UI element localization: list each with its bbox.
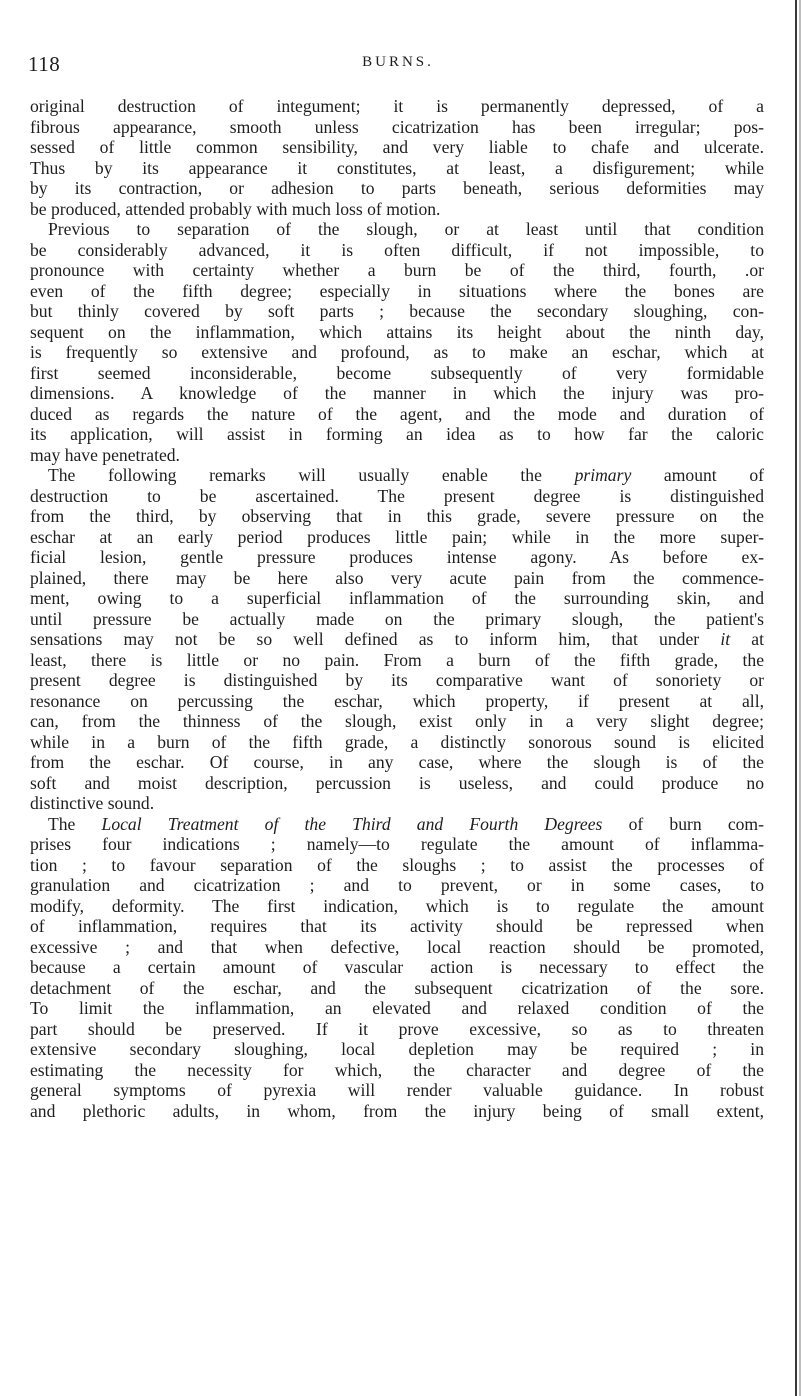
text-line: from the third, by observing that in this grade, severe pressure on the bbox=[30, 506, 764, 526]
text-line: estimating the necessity for which, the character and degree of the bbox=[30, 1059, 764, 1080]
text-line: its application, will assist in forming an idea as to how far the caloric bbox=[30, 424, 764, 444]
text-line: fibrous appearance, smooth unless cicatrization has been irregular; pos- bbox=[30, 116, 764, 137]
text-line: pronounce with certainty whether a burn be of the third, fourth, .or bbox=[30, 260, 764, 280]
text-line: sequent on the inflammation, which attains its height about the ninth day, bbox=[30, 321, 764, 342]
page-edge-line bbox=[795, 0, 797, 1396]
text-line: modify, deformity. The first indication, which is to regulate the amount bbox=[30, 895, 764, 916]
text-line: may have penetrated. bbox=[30, 444, 180, 465]
text-line: granulation and cicatrization ; and to prevent, or in some cases, to bbox=[30, 875, 764, 895]
text-line: dimensions. A knowledge of the manner in which the injury was pro- bbox=[30, 383, 764, 403]
text-line: until pressure be actually made on the primary slough, the patient's bbox=[30, 608, 764, 629]
text-segment: The following remarks will usually enable the bbox=[48, 465, 575, 485]
italic-text: primary bbox=[574, 465, 632, 485]
text-line: sessed of little common sensibility, and very liable to chafe and ulcerate. bbox=[30, 137, 764, 157]
text-line: duced as regards the nature of the agent, and the mode and duration of bbox=[30, 403, 764, 424]
text-line: by its contraction, or adhesion to parts beneath, serious deformities may bbox=[30, 178, 764, 198]
text-line: first seemed inconsiderable, become subsequently of very formidable bbox=[30, 362, 764, 383]
text-segment: The bbox=[48, 813, 102, 834]
italic-text: it bbox=[720, 629, 731, 649]
text-line: can, from the thinness of the slough, exist only in a very slight degree; bbox=[30, 711, 764, 731]
text-line: To limit the inflammation, an elevated and relaxed condition of the bbox=[30, 998, 764, 1018]
text-line: plained, there may be here also very acute pain from the commence- bbox=[30, 567, 764, 588]
text-line: from the eschar. Of course, in any case, where the slough is of the bbox=[30, 752, 764, 772]
text-line: but thinly covered by soft parts ; because the secondary sloughing, con- bbox=[30, 301, 764, 321]
text-segment: of burn com- bbox=[602, 813, 764, 834]
text-line: be considerably advanced, it is often difficult, if not impossible, to bbox=[30, 239, 764, 260]
text-line: and plethoric adults, in whom, from the injury being of small extent, bbox=[30, 1100, 764, 1121]
text-line bbox=[30, 814, 764, 835]
text-line: distinctive sound. bbox=[30, 793, 155, 813]
text-line: resonance on percussing the eschar, which property, if present at all, bbox=[30, 690, 764, 711]
text-line bbox=[30, 629, 764, 650]
text-line: original destruction of integument; it is permanently depressed, of a bbox=[30, 96, 764, 116]
text-line: is frequently so extensive and profound, as to make an eschar, which at bbox=[30, 342, 764, 362]
text-line: destruction to be ascertained. The present degree is distinguished bbox=[30, 485, 764, 506]
page-header bbox=[28, 52, 768, 82]
text-line: of inflammation, requires that its activity should be repressed when bbox=[30, 916, 764, 936]
text-line bbox=[30, 465, 764, 486]
text-line: ment, owing to a superficial inflammation of the surrounding skin, and bbox=[30, 588, 764, 608]
text-line: present degree is distinguished by its comparative want of sonoriety or bbox=[30, 670, 764, 690]
text-line: eschar at an early period produces little pain; while in the more super- bbox=[30, 526, 764, 547]
text-line: because a certain amount of vascular action is necessary to effect the bbox=[30, 957, 764, 977]
text-segment: amount of bbox=[631, 465, 764, 485]
running-head: BURNS. bbox=[362, 54, 434, 70]
text-line: even of the fifth degree; especially in situations where the bones are bbox=[30, 280, 764, 301]
text-line: Thus by its appearance it constitutes, at least, a disfigurement; while bbox=[30, 157, 764, 178]
page-number: 118 bbox=[28, 52, 61, 76]
text-line: part should be preserved. If it prove excessive, so as to threaten bbox=[30, 1018, 764, 1039]
text-line: general symptoms of pyrexia will render valuable guidance. In robust bbox=[30, 1080, 764, 1100]
text-segment: sensations may not be so well defined as to inform him, that under bbox=[30, 629, 721, 649]
text-line: detachment of the eschar, and the subsequent cicatrization of the sore. bbox=[30, 977, 764, 998]
text-line: Previous to separation of the slough, or at least until that condition bbox=[48, 219, 764, 239]
text-line: ficial lesion, gentle pressure produces intense agony. As before ex- bbox=[30, 547, 764, 567]
text-line: tion ; to favour separation of the sloughs ; to assist the processes of bbox=[30, 854, 764, 875]
body-text bbox=[30, 96, 764, 1121]
italic-text: Local Treatment of the Third and Fourth Degrees bbox=[101, 813, 603, 834]
text-segment: at bbox=[730, 629, 764, 649]
text-line: be produced, attended probably with much loss of motion. bbox=[30, 198, 441, 219]
text-line: extensive secondary sloughing, local depletion may be required ; in bbox=[30, 1039, 764, 1059]
text-line: while in a burn of the fifth grade, a distinctly sonorous sound is elicited bbox=[30, 731, 764, 752]
text-line: soft and moist description, percussion is useless, and could produce no bbox=[30, 772, 764, 793]
text-line: excessive ; and that when defective, local reaction should be promoted, bbox=[30, 936, 764, 957]
text-line: prises four indications ; namely—to regulate the amount of inflamma- bbox=[30, 834, 764, 854]
text-line: least, there is little or no pain. From a burn of the fifth grade, the bbox=[30, 649, 764, 670]
